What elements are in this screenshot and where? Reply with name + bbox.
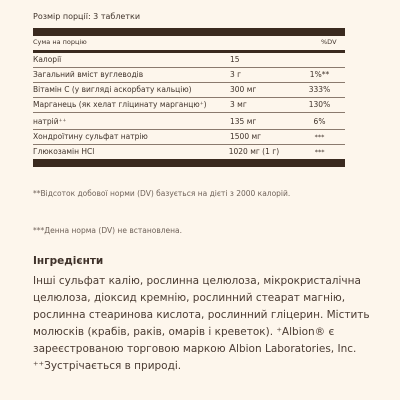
amount-per-serving-label: Сума на порцію [33,38,87,46]
daily-value-header: %DV [321,38,337,46]
nutrient-name: Глюкозамін HCl [33,147,95,156]
nutrient-name: натрій⁺⁺ [33,117,67,126]
facts-header-row [33,36,345,53]
nutrient-name: Вітамін С (у вигляді аскорбату кальцію) [33,85,192,94]
nutrient-amount: 3 мг [230,100,247,109]
nutrient-amount: 300 мг [230,85,257,94]
table-row [33,98,345,113]
nutrient-name: Загальний вміст вуглеводів [33,70,144,79]
nutrient-amount: 15 [230,55,240,64]
table-row [33,130,345,145]
supplement-facts-table [33,6,345,167]
nutrient-amount: 3 г [230,70,242,79]
nutrient-name: Калорії [33,55,62,64]
nutrient-dv [286,53,345,57]
table-row [33,113,345,130]
serving-size: Розмір порції: 3 таблетки [33,6,345,36]
table-row [33,145,345,167]
table-row [33,68,345,83]
nutrient-dv: 130% [308,100,331,109]
nutrient-dv: 333% [308,85,331,94]
nutrient-dv: 6% [313,117,326,126]
nutrient-name: Марганець (як хелат гліцинату марганцю⁺) [33,100,207,109]
nutrient-amount: 1500 мг [230,132,262,141]
nutrient-amount: 1020 мг (1 г) [228,147,280,156]
nutrient-dv: *** [314,148,325,156]
table-row [33,53,345,68]
nutrient-dv: *** [314,133,325,141]
ingredients-heading: Інгредієнти [33,255,104,267]
nutrient-dv: 1%** [309,70,330,79]
ingredients-text: Інші сульфат калію, рослинна целюлоза, мікрокристалічна целюлоза, діоксид кремнію, рослинний стеарат магнію, рослинна стеаринова кислота, рослинний гліцерин. Містить молюсків (крабів, раків, омарів і креветок). ⁺Albion® є зареєстрованою торговою маркою Albion Laboratories, Inc. ⁺⁺Зустрічається в природі. [33,275,370,372]
table-row [33,83,345,98]
nutrient-amount: 135 мг [230,117,257,126]
dv-not-established-footnote: ***Денна норма (DV) не встановлена. [33,226,183,235]
daily-value-footnote: **Відсоток добової норми (DV) базується на дієті з 2000 калорій. [33,189,291,198]
nutrient-name: Хондроїтину сульфат натрію [33,132,148,141]
